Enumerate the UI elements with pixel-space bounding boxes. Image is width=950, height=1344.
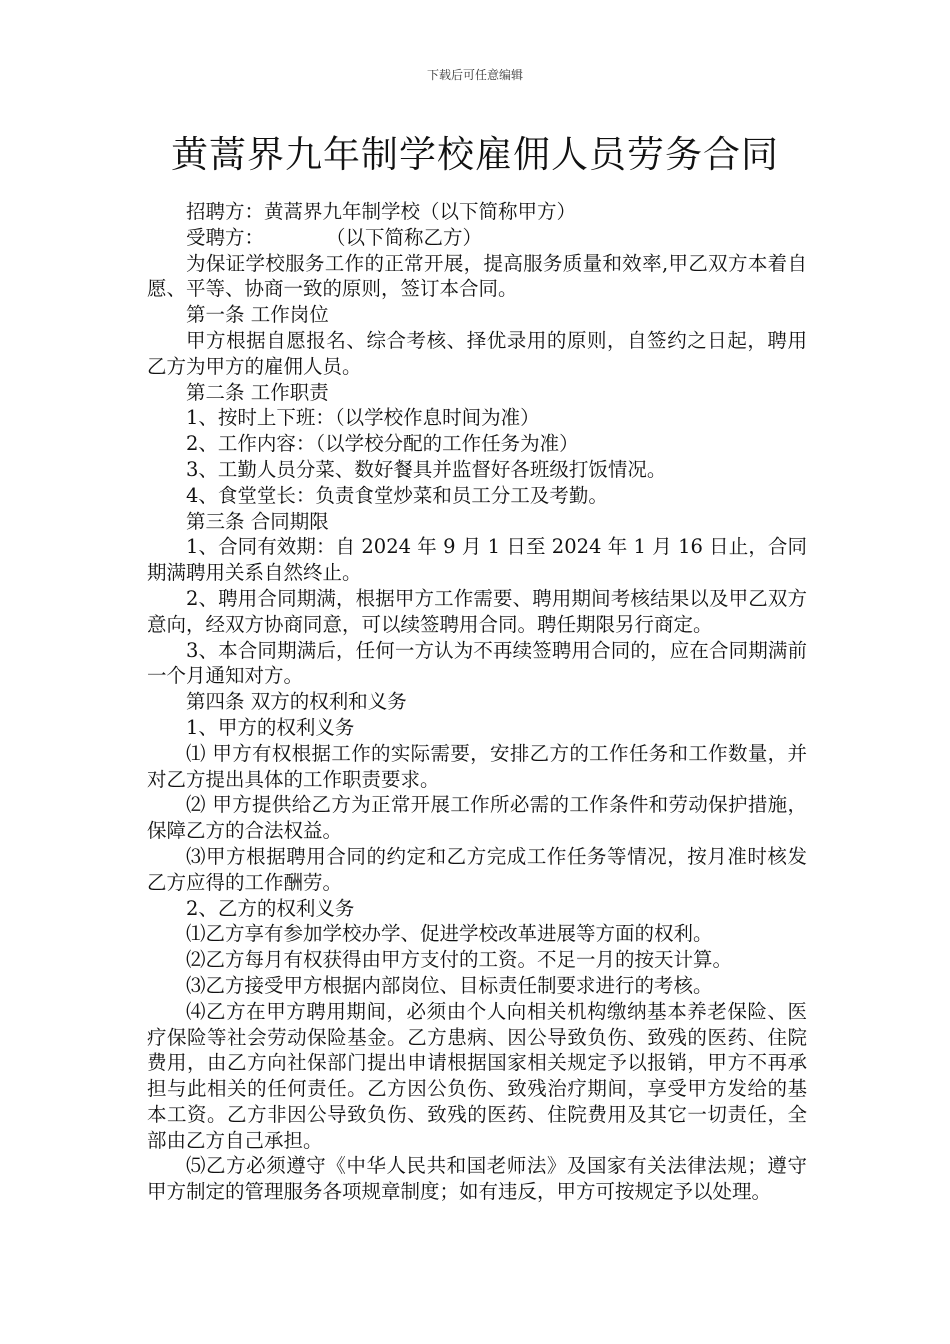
contract-body [147,199,807,1205]
contract-clause: ⑸乙方必须遵守《中华人民共和国老师法》及国家有关法律法规；遵守甲方制定的管理服务各项规章制度；如有违反，甲方可按规定予以处理。 [147,1154,807,1204]
contract-clause: ⑴ 甲方有权根据工作的实际需要，安排乙方的工作任务和工作数量，并对乙方提出具体的工作职责要求。 [147,741,807,791]
article-heading: 第二条 工作职责 [186,380,329,404]
contract-clause: 2、工作内容：（以学校分配的工作任务为准） [186,432,579,456]
contract-clause: ⑵ 甲方提供给乙方为正常开展工作所必需的工作条件和劳动保护措施，保障乙方的合法权益。 [147,793,807,843]
sub-heading: 2、乙方的权利义务 [186,896,355,920]
contract-clause: ⑵乙方每月有权获得由甲方支付的工资。不足一月的按天计算。 [186,948,733,972]
header-note: 下载后可任意编辑 [426,68,523,82]
contract-clause: ⑴乙方享有参加学校办学、促进学校改革进展等方面的权利。 [186,922,713,946]
party-b-label: 受聘方： [186,225,265,249]
contract-clause: 3、工勤人员分菜、数好餐具并监督好各班级打饭情况。 [186,457,667,481]
party-b-suffix: （以下简称乙方） [326,225,483,249]
party-b-line [147,225,807,251]
sub-heading: 1、甲方的权利义务 [186,715,355,739]
article-heading: 第三条 合同期限 [186,509,329,533]
contract-paragraph: 为保证学校服务工作的正常开展，提高服务质量和效率,甲乙双方本着自愿、平等、协商一致的原则，签订本合同。 [147,251,807,301]
contract-clause: ⑶乙方接受甲方根据内部岗位、目标责任制要求进行的考核。 [186,973,713,997]
article-heading: 第四条 双方的权利和义务 [186,690,407,714]
contract-clause: 1、合同有效期：自 2024 年 9 月 1 日至 2024 年 1 月 16 日止，合同期满聘用关系自然终止。 [147,535,807,585]
contract-clause: 1、按时上下班：（以学校作息时间为准） [186,406,540,430]
party-a-line: 招聘方：黄蒿界九年制学校（以下简称甲方） [186,200,577,223]
contract-clause: ⑶甲方根据聘用合同的约定和乙方完成工作任务等情况，按月准时核发乙方应得的工作酬劳。 [147,844,807,894]
contract-paragraph: 甲方根据自愿报名、综合考核、择优录用的原则，自签约之日起，聘用乙方为甲方的雇佣人员。 [147,328,807,378]
article-heading: 第一条 工作岗位 [186,303,329,327]
document-title: 黄蒿界九年制学校雇佣人员劳务合同 [171,133,779,176]
contract-clause: 4、食堂堂长：负责食堂炒菜和员工分工及考勤。 [186,483,608,507]
contract-clause: 2、聘用合同期满，根据甲方工作需要、聘用期间考核结果以及甲乙双方意向，经双方协商同意，可以续签聘用合同。聘任期限另行商定。 [147,586,807,636]
contract-clause: 3、本合同期满后，任何一方认为不再续签聘用合同的，应在合同期满前一个月通知对方。 [147,638,807,688]
contract-clause: ⑷乙方在甲方聘用期间，必须由个人向相关机构缴纳基本养老保险、医疗保险等社会劳动保险基金。乙方患病、因公导致负伤、致残的医药、住院费用，由乙方向社保部门提出申请根据国家相关规定予以报销，甲方不再承担与此相关的任何责任。乙方因公负伤、致残治疗期间，享受甲方发给的基本工资。乙方非因公导致负伤、致残的医药、住院费用及其它一切责任，全部由乙方自己承担。 [147,999,807,1152]
